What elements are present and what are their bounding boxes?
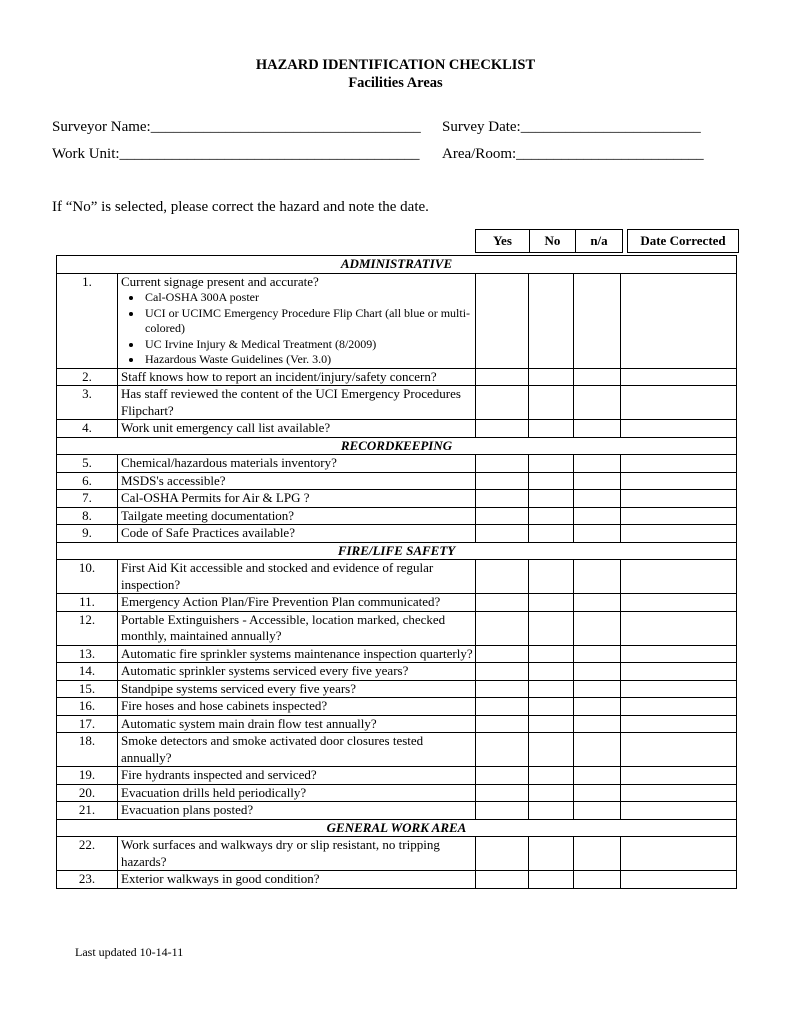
na-cell[interactable]: [574, 680, 621, 698]
yes-cell[interactable]: [476, 611, 529, 645]
item-question: [118, 733, 476, 767]
item-question: [118, 594, 476, 612]
yes-cell[interactable]: [476, 837, 529, 871]
date-corrected-cell[interactable]: [621, 368, 737, 386]
yes-cell[interactable]: [476, 594, 529, 612]
yes-cell[interactable]: [476, 490, 529, 508]
section-header: FIRE/LIFE SAFETY: [57, 542, 737, 560]
na-cell[interactable]: [574, 715, 621, 733]
item-text: Evacuation drills held periodically?: [121, 784, 307, 800]
na-cell[interactable]: [574, 611, 621, 645]
yes-cell[interactable]: [476, 784, 529, 802]
date-corrected-cell[interactable]: [621, 420, 737, 438]
column-yes: Yes: [476, 230, 530, 253]
item-number: 14.: [57, 663, 118, 681]
item-text: Automatic system main drain flow test annually?: [121, 715, 377, 731]
yes-cell[interactable]: [476, 698, 529, 716]
yes-cell[interactable]: [476, 560, 529, 594]
na-cell[interactable]: [574, 507, 621, 525]
na-cell[interactable]: [574, 420, 621, 438]
item-text: Smoke detectors and smoke activated door closures tested annually?: [121, 733, 424, 765]
checklist-row: [57, 611, 737, 645]
item-number: 7.: [57, 490, 118, 508]
document-title: HAZARD IDENTIFICATION CHECKLIST: [255, 57, 536, 73]
section-header: ADMINISTRATIVE: [57, 256, 737, 274]
item-number: 2.: [57, 368, 118, 386]
surveyor-name-field[interactable]: Surveyor Name:____________________________________: [52, 119, 421, 135]
no-cell[interactable]: [529, 733, 574, 767]
yes-cell[interactable]: [476, 507, 529, 525]
item-number: 20.: [57, 784, 118, 802]
na-cell[interactable]: [574, 837, 621, 871]
checklist-row: [57, 273, 737, 368]
checklist-row: [57, 715, 737, 733]
checklist-row: [57, 472, 737, 490]
no-cell[interactable]: [529, 611, 574, 645]
item-question: [118, 368, 476, 386]
section-header: GENERAL WORK AREA: [57, 819, 737, 837]
na-cell[interactable]: [574, 368, 621, 386]
checklist-row: [57, 784, 737, 802]
no-cell[interactable]: [529, 784, 574, 802]
item-text: Fire hydrants inspected and serviced?: [121, 767, 317, 782]
checklist-row: [57, 490, 737, 508]
date-corrected-cell[interactable]: [621, 784, 737, 802]
yes-cell[interactable]: [476, 273, 529, 368]
section-header: RECORDKEEPING: [57, 437, 737, 455]
item-number: 13.: [57, 645, 118, 663]
yes-cell[interactable]: [476, 386, 529, 420]
item-number: 19.: [57, 767, 118, 785]
checklist-row: [57, 420, 737, 438]
item-number: 21.: [57, 802, 118, 820]
date-corrected-cell[interactable]: [621, 698, 737, 716]
date-corrected-cell[interactable]: [621, 594, 737, 612]
item-bullet: • Cal-OSHA 300A poster: [143, 290, 475, 306]
item-text: Current signage present and accurate?: [121, 273, 319, 289]
date-corrected-cell[interactable]: [621, 273, 737, 368]
date-corrected-cell[interactable]: [621, 472, 737, 490]
item-question: [118, 837, 476, 871]
item-question: [118, 525, 476, 543]
yes-cell[interactable]: [476, 663, 529, 681]
no-cell[interactable]: [529, 871, 574, 889]
item-bullet-list: [121, 290, 475, 368]
item-text: Staff knows how to report an incident/injury/safety concern?: [121, 368, 437, 384]
item-question: [118, 455, 476, 473]
na-cell[interactable]: [574, 767, 621, 785]
item-question: [118, 715, 476, 733]
yes-cell[interactable]: [476, 871, 529, 889]
date-corrected-cell[interactable]: [621, 715, 737, 733]
column-date-corrected: Date Corrected: [628, 230, 739, 253]
date-corrected-cell[interactable]: [621, 645, 737, 663]
na-cell[interactable]: [574, 663, 621, 681]
item-text: Exterior walkways in good condition?: [121, 871, 320, 886]
item-question: [118, 645, 476, 663]
date-corrected-cell[interactable]: [621, 455, 737, 473]
no-cell[interactable]: [529, 594, 574, 612]
no-cell[interactable]: [529, 386, 574, 420]
date-corrected-cell[interactable]: [621, 525, 737, 543]
item-number: 11.: [57, 594, 118, 612]
yes-cell[interactable]: [476, 680, 529, 698]
item-number: 17.: [57, 715, 118, 733]
no-cell[interactable]: [529, 802, 574, 820]
no-cell[interactable]: [529, 767, 574, 785]
item-text: Standpipe systems serviced every five years?: [121, 680, 357, 696]
na-cell[interactable]: [574, 594, 621, 612]
no-cell[interactable]: [529, 490, 574, 508]
item-question: [118, 420, 476, 438]
yes-cell[interactable]: [476, 420, 529, 438]
no-cell[interactable]: [529, 525, 574, 543]
checklist-table: [56, 255, 737, 889]
item-number: 16.: [57, 698, 118, 716]
no-cell[interactable]: [529, 368, 574, 386]
na-cell[interactable]: [574, 490, 621, 508]
checklist-row: [57, 663, 737, 681]
na-cell[interactable]: [574, 802, 621, 820]
item-question: [118, 472, 476, 490]
date-corrected-cell[interactable]: [621, 386, 737, 420]
item-question: [118, 611, 476, 645]
yes-cell[interactable]: [476, 733, 529, 767]
na-cell[interactable]: [574, 386, 621, 420]
instruction-text: If “No” is selected, please correct the hazard and note the date.: [52, 199, 429, 215]
na-cell[interactable]: [574, 455, 621, 473]
area-room-field[interactable]: Area/Room:_________________________: [442, 146, 704, 162]
date-corrected-cell[interactable]: [621, 733, 737, 767]
item-number: 3.: [57, 386, 118, 420]
no-cell[interactable]: [529, 645, 574, 663]
item-number: 18.: [57, 733, 118, 767]
item-question: [118, 507, 476, 525]
date-corrected-cell[interactable]: [621, 837, 737, 871]
section-row-admin: [57, 256, 737, 274]
no-cell[interactable]: [529, 472, 574, 490]
item-question: [118, 784, 476, 802]
checklist-row: [57, 455, 737, 473]
checklist-row: [57, 368, 737, 386]
item-bullet: • Hazardous Waste Guidelines (Ver. 3.0): [143, 352, 475, 368]
checklist-row: [57, 560, 737, 594]
column-no: No: [530, 230, 576, 253]
na-cell[interactable]: [574, 733, 621, 767]
item-number: 12.: [57, 611, 118, 645]
item-question: [118, 560, 476, 594]
item-question: [118, 698, 476, 716]
no-cell[interactable]: [529, 273, 574, 368]
document-subtitle: Facilities Areas: [348, 75, 443, 91]
date-corrected-cell[interactable]: [621, 560, 737, 594]
item-question: [118, 802, 476, 820]
item-text: MSDS's accessible?: [121, 472, 226, 488]
na-cell[interactable]: [574, 273, 621, 368]
yes-cell[interactable]: [476, 645, 529, 663]
date-corrected-cell[interactable]: [621, 767, 737, 785]
item-number: 9.: [57, 525, 118, 543]
item-text: Cal-OSHA Permits for Air & LPG ?: [121, 490, 310, 505]
na-cell[interactable]: [574, 871, 621, 889]
date-corrected-cell[interactable]: [621, 663, 737, 681]
yes-cell[interactable]: [476, 368, 529, 386]
na-cell[interactable]: [574, 472, 621, 490]
date-corrected-cell[interactable]: [621, 490, 737, 508]
item-text: Chemical/hazardous materials inventory?: [121, 455, 337, 470]
item-question: [118, 871, 476, 889]
item-number: 5.: [57, 455, 118, 473]
no-cell[interactable]: [529, 680, 574, 698]
checklist-row: [57, 680, 737, 698]
checklist-row: [57, 386, 737, 420]
checklist-row: [57, 594, 737, 612]
no-cell[interactable]: [529, 715, 574, 733]
checklist-row: [57, 525, 737, 543]
item-number: 22.: [57, 837, 118, 871]
checklist-row: [57, 507, 737, 525]
na-cell[interactable]: [574, 698, 621, 716]
item-number: 15.: [57, 680, 118, 698]
date-corrected-cell[interactable]: [621, 802, 737, 820]
item-text: Evacuation plans posted?: [121, 802, 254, 817]
item-question: [118, 680, 476, 698]
na-cell[interactable]: [574, 784, 621, 802]
item-text: Work unit emergency call list available?: [121, 420, 331, 435]
item-number: 6.: [57, 472, 118, 490]
no-cell[interactable]: [529, 507, 574, 525]
date-corrected-cell[interactable]: [621, 871, 737, 889]
yes-cell[interactable]: [476, 455, 529, 473]
no-cell[interactable]: [529, 698, 574, 716]
checklist-row: [57, 871, 737, 889]
section-row-fire: [57, 542, 737, 560]
item-question: [118, 767, 476, 785]
na-cell[interactable]: [574, 560, 621, 594]
no-cell[interactable]: [529, 560, 574, 594]
yes-cell[interactable]: [476, 525, 529, 543]
checklist-row: [57, 767, 737, 785]
item-question: [118, 273, 476, 368]
item-number: 4.: [57, 420, 118, 438]
yes-cell[interactable]: [476, 767, 529, 785]
item-number: 23.: [57, 871, 118, 889]
checklist-row: [57, 645, 737, 663]
item-text: Automatic sprinkler systems serviced every five years?: [121, 663, 409, 678]
work-unit-field[interactable]: Work Unit:________________________________________: [52, 146, 420, 162]
no-cell[interactable]: [529, 455, 574, 473]
yes-cell[interactable]: [476, 715, 529, 733]
survey-date-field[interactable]: Survey Date:________________________: [442, 119, 701, 135]
item-number: 10.: [57, 560, 118, 594]
item-bullet: • UCI or UCIMC Emergency Procedure Flip Chart (all blue or multi-colored): [143, 306, 475, 337]
item-text: Has staff reviewed the content of the UCI Emergency Procedures Flipchart?: [121, 386, 461, 418]
column-na: n/a: [576, 230, 623, 253]
item-text: Automatic fire sprinkler systems maintenance inspection quarterly?: [121, 645, 473, 661]
section-row-record: [57, 437, 737, 455]
item-question: [118, 490, 476, 508]
date-corrected-cell[interactable]: [621, 680, 737, 698]
footer-text: Last updated 10-14-11: [75, 945, 184, 959]
checklist-row: [57, 837, 737, 871]
item-text: Fire hoses and hose cabinets inspected?: [121, 698, 328, 713]
checklist-row: [57, 698, 737, 716]
item-number: 1.: [57, 273, 118, 368]
section-row-general: [57, 819, 737, 837]
item-text: First Aid Kit accessible and stocked and evidence of regular inspection?: [121, 560, 434, 592]
column-header-table: [475, 229, 739, 253]
item-text: Code of Safe Practices available?: [121, 525, 295, 540]
item-text: Portable Extinguishers - Accessible, location marked, checked monthly, maintained annually?: [121, 611, 446, 643]
item-bullet: • UC Irvine Injury & Medical Treatment (8/2009): [143, 337, 475, 353]
item-text: Work surfaces and walkways dry or slip resistant, no tripping hazards?: [121, 837, 440, 869]
checklist-row: [57, 733, 737, 767]
date-corrected-cell[interactable]: [621, 507, 737, 525]
item-text: Tailgate meeting documentation?: [121, 507, 295, 523]
item-text: Emergency Action Plan/Fire Prevention Plan communicated?: [121, 594, 441, 609]
item-question: [118, 663, 476, 681]
item-number: 8.: [57, 507, 118, 525]
yes-cell[interactable]: [476, 802, 529, 820]
na-cell[interactable]: [574, 645, 621, 663]
no-cell[interactable]: [529, 837, 574, 871]
no-cell[interactable]: [529, 420, 574, 438]
item-question: [118, 386, 476, 420]
na-cell[interactable]: [574, 525, 621, 543]
checklist-row: [57, 802, 737, 820]
yes-cell[interactable]: [476, 472, 529, 490]
no-cell[interactable]: [529, 663, 574, 681]
date-corrected-cell[interactable]: [621, 611, 737, 645]
